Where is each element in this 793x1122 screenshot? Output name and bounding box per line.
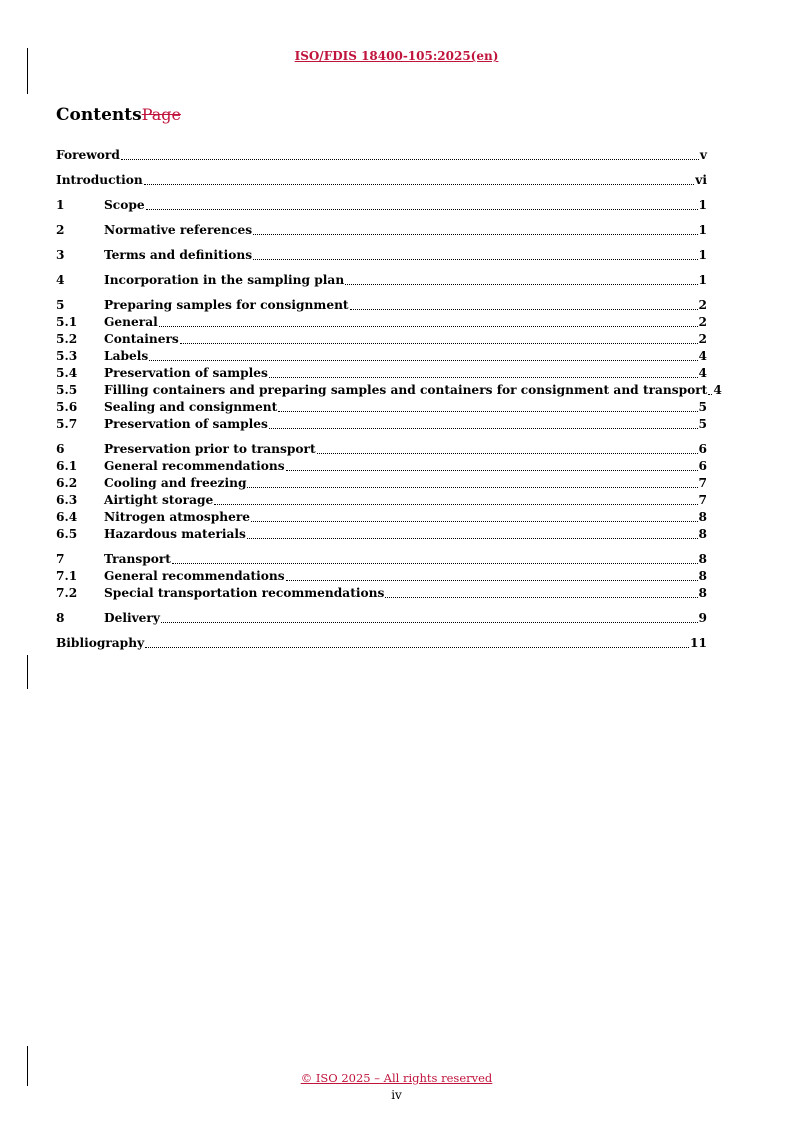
toc-entry[interactable] bbox=[56, 635, 707, 652]
toc-entry-number: 1 bbox=[56, 198, 65, 212]
toc-entry[interactable] bbox=[56, 382, 722, 399]
toc-entry-label: Containers bbox=[104, 332, 179, 346]
toc-entry[interactable] bbox=[56, 416, 707, 433]
toc-entry-page: 7 bbox=[698, 476, 707, 490]
toc-entry-number: 5.4 bbox=[56, 366, 78, 380]
toc-entry-page: 4 bbox=[698, 366, 707, 380]
toc-entry-label: Introduction bbox=[56, 173, 143, 187]
toc-entry-page: 8 bbox=[698, 527, 707, 541]
toc-entry-label: Preservation prior to transport bbox=[104, 442, 316, 456]
toc-leader-dots bbox=[286, 469, 698, 471]
document-id-header: ISO/FDIS 18400-105:2025(en) bbox=[294, 49, 499, 63]
toc-entry-label: Incorporation in the sampling plan bbox=[104, 273, 345, 287]
toc-entry-number: 6 bbox=[56, 442, 65, 456]
toc-entry[interactable] bbox=[56, 509, 707, 526]
toc-entry-page: 1 bbox=[698, 198, 707, 212]
table-of-contents bbox=[56, 147, 722, 652]
toc-entry-number: 7.1 bbox=[56, 569, 78, 583]
toc-leader-dots bbox=[251, 520, 697, 522]
toc-entry-label: Preparing samples for consignment bbox=[104, 298, 349, 312]
toc-entry[interactable] bbox=[56, 610, 707, 627]
contents-title bbox=[56, 105, 181, 125]
toc-entry-label: Preservation of samples bbox=[104, 366, 268, 380]
toc-entry-number: 6.4 bbox=[56, 510, 78, 524]
toc-entry-page: vi bbox=[695, 173, 707, 187]
toc-entry-page: 5 bbox=[698, 417, 707, 431]
toc-leader-dots bbox=[269, 427, 698, 429]
toc-leader-dots bbox=[385, 596, 697, 598]
toc-entry-label: Foreword bbox=[56, 148, 120, 162]
toc-entry-label: General recommendations bbox=[104, 459, 285, 473]
contents-heading: Contents bbox=[56, 105, 142, 125]
toc-entry[interactable] bbox=[56, 197, 707, 214]
toc-entry-label: Labels bbox=[104, 349, 149, 363]
toc-entry-number: 5.5 bbox=[56, 383, 78, 397]
toc-leader-dots bbox=[144, 183, 694, 185]
toc-entry[interactable] bbox=[56, 458, 707, 475]
copyright-notice: © ISO 2025 – All rights reserved bbox=[300, 1071, 493, 1085]
toc-entry-page: 8 bbox=[698, 569, 707, 583]
toc-leader-dots bbox=[159, 325, 698, 327]
toc-entry-page: 8 bbox=[698, 586, 707, 600]
toc-entry-label: Bibliography bbox=[56, 636, 145, 650]
toc-entry-number: 4 bbox=[56, 273, 65, 287]
toc-entry-page: 6 bbox=[698, 442, 707, 456]
toc-entry-label: Preservation of samples bbox=[104, 417, 268, 431]
toc-entry[interactable] bbox=[56, 441, 707, 458]
toc-leader-dots bbox=[278, 410, 697, 412]
toc-leader-dots bbox=[180, 342, 698, 344]
toc-leader-dots bbox=[149, 359, 697, 361]
toc-leader-dots bbox=[253, 258, 697, 260]
toc-entry-label: General recommendations bbox=[104, 569, 285, 583]
toc-entry-number: 3 bbox=[56, 248, 65, 262]
toc-entry-label: Transport bbox=[104, 552, 171, 566]
toc-entry[interactable] bbox=[56, 172, 707, 189]
toc-entry-number: 8 bbox=[56, 611, 65, 625]
toc-entry[interactable] bbox=[56, 297, 707, 314]
toc-leader-dots bbox=[708, 393, 712, 395]
toc-entry-page: 1 bbox=[698, 223, 707, 237]
toc-entry-page: 9 bbox=[698, 611, 707, 625]
toc-leader-dots bbox=[345, 283, 697, 285]
toc-entry-page: v bbox=[699, 148, 707, 162]
toc-entry-number: 6.2 bbox=[56, 476, 78, 490]
toc-leader-dots bbox=[161, 621, 698, 623]
toc-leader-dots bbox=[317, 452, 698, 454]
toc-entry-page: 6 bbox=[698, 459, 707, 473]
toc-entry-page: 2 bbox=[698, 315, 707, 329]
toc-leader-dots bbox=[269, 376, 698, 378]
toc-entry-page: 5 bbox=[698, 400, 707, 414]
toc-entry-number: 5.7 bbox=[56, 417, 78, 431]
toc-entry[interactable] bbox=[56, 348, 707, 365]
toc-entry-page: 1 bbox=[698, 273, 707, 287]
toc-entry-number: 5.6 bbox=[56, 400, 78, 414]
toc-entry[interactable] bbox=[56, 147, 707, 164]
toc-entry-number: 6.5 bbox=[56, 527, 78, 541]
toc-entry-page: 2 bbox=[698, 332, 707, 346]
toc-entry[interactable] bbox=[56, 222, 707, 239]
toc-entry[interactable] bbox=[56, 551, 707, 568]
toc-entry-number: 6.3 bbox=[56, 493, 78, 507]
toc-entry-number: 5.2 bbox=[56, 332, 78, 346]
toc-leader-dots bbox=[172, 562, 698, 564]
toc-leader-dots bbox=[146, 208, 698, 210]
toc-entry-page: 11 bbox=[690, 636, 707, 650]
toc-entry-label: Normative references bbox=[104, 223, 253, 237]
toc-entry-number: 5.3 bbox=[56, 349, 78, 363]
toc-entry[interactable] bbox=[56, 365, 707, 382]
toc-entry-number: 5 bbox=[56, 298, 65, 312]
toc-leader-dots bbox=[247, 537, 698, 539]
toc-entry-page: 4 bbox=[713, 383, 722, 397]
toc-entry-label: Terms and definitions bbox=[104, 248, 253, 262]
toc-entry[interactable] bbox=[56, 399, 707, 416]
toc-leader-dots bbox=[214, 503, 697, 505]
page-number: iv bbox=[391, 1088, 402, 1102]
toc-entry-label: Delivery bbox=[104, 611, 160, 625]
toc-entry[interactable] bbox=[56, 314, 707, 331]
toc-entry-label: Sealing and consignment bbox=[104, 400, 278, 414]
toc-entry-page: 8 bbox=[698, 552, 707, 566]
toc-entry-label: Cooling and freezing bbox=[104, 476, 247, 490]
toc-entry-number: 6.1 bbox=[56, 459, 78, 473]
toc-leader-dots bbox=[350, 308, 698, 310]
toc-entry[interactable] bbox=[56, 247, 707, 264]
toc-entry-label: Airtight storage bbox=[104, 493, 214, 507]
toc-entry[interactable] bbox=[56, 475, 707, 492]
toc-entry-label: Scope bbox=[104, 198, 145, 212]
toc-leader-dots bbox=[253, 233, 697, 235]
toc-entry-page: 7 bbox=[698, 493, 707, 507]
toc-entry-label: Filling containers and preparing samples and containers for consignment and transport bbox=[104, 383, 708, 397]
toc-entry[interactable] bbox=[56, 568, 707, 585]
toc-entry-page: 2 bbox=[698, 298, 707, 312]
toc-entry-label: Nitrogen atmosphere bbox=[104, 510, 251, 524]
toc-entry-number: 5.1 bbox=[56, 315, 78, 329]
toc-entry-number: 2 bbox=[56, 223, 65, 237]
toc-entry-number: 7.2 bbox=[56, 586, 78, 600]
toc-entry[interactable] bbox=[56, 585, 707, 602]
deleted-page-label: Page bbox=[141, 105, 181, 124]
toc-entry-page: 8 bbox=[698, 510, 707, 524]
toc-leader-dots bbox=[247, 486, 697, 488]
change-bar-middle bbox=[27, 655, 28, 689]
toc-entry[interactable] bbox=[56, 272, 707, 289]
toc-leader-dots bbox=[145, 646, 689, 648]
toc-entry-label: General bbox=[104, 315, 158, 329]
toc-entry-page: 4 bbox=[698, 349, 707, 363]
toc-entry-page: 1 bbox=[698, 248, 707, 262]
toc-entry[interactable] bbox=[56, 526, 707, 543]
toc-entry[interactable] bbox=[56, 331, 707, 348]
toc-leader-dots bbox=[286, 579, 698, 581]
toc-entry-number: 7 bbox=[56, 552, 65, 566]
toc-entry-label: Hazardous materials bbox=[104, 527, 246, 541]
toc-entry[interactable] bbox=[56, 492, 707, 509]
toc-entry-label: Special transportation recommendations bbox=[104, 586, 385, 600]
toc-leader-dots bbox=[121, 158, 699, 160]
